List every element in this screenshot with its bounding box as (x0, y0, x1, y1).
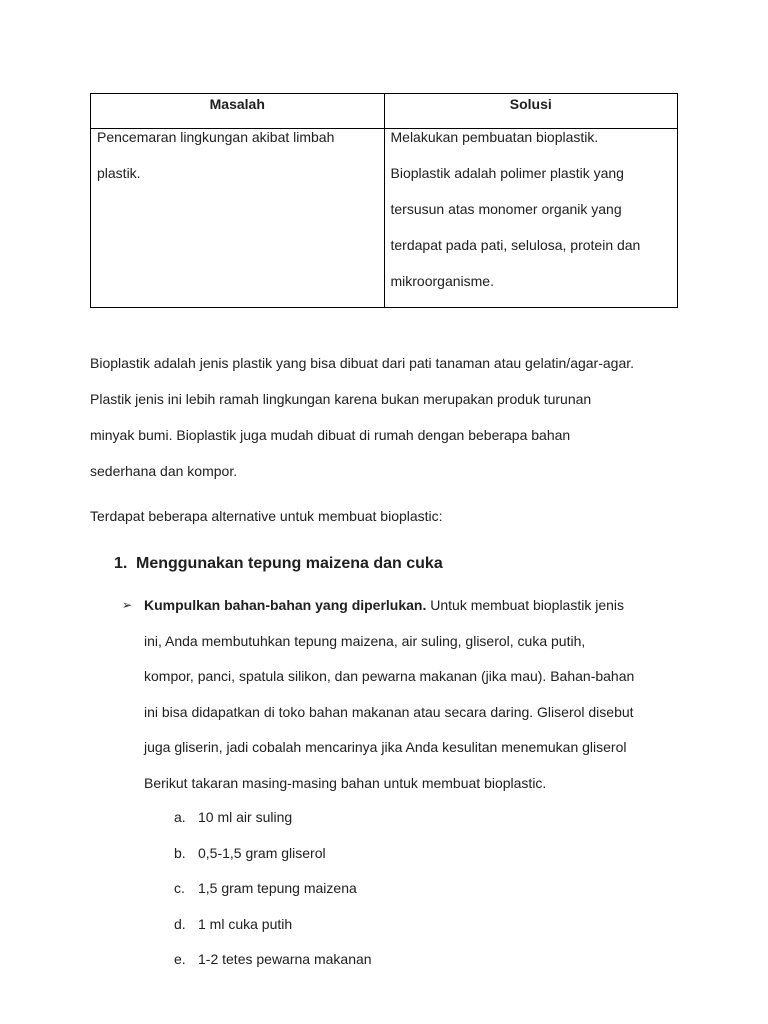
list-item (174, 871, 372, 907)
problem-line: Pencemaran lingkungan akibat limbah (97, 129, 335, 145)
intro-paragraph (90, 345, 690, 489)
list-letter: b. (174, 844, 186, 861)
list-item (174, 800, 372, 836)
paragraph-line: minyak bumi. Bioplastik juga mudah dibuat di rumah dengan beberapa bahan (90, 427, 571, 443)
solution-line: mikroorganisme. (390, 273, 494, 289)
list-item (174, 836, 372, 872)
bullet-first-line-rest: Untuk membuat bioplastik jenis (426, 597, 625, 613)
header-solusi: Solusi (384, 94, 678, 129)
solution-line: Melakukan pembuatan bioplastik. (390, 129, 599, 145)
list-item (174, 907, 372, 943)
list-letter: e. (174, 951, 186, 968)
solution-line: Bioplastik adalah polimer plastik yang (390, 165, 624, 181)
bullet-line: kompor, panci, spatula silikon, dan pewarna makanan (jika mau). Bahan-bahan (144, 668, 635, 684)
paragraph-line: Bioplastik adalah jenis plastik yang bisa dibuat dari pati tanaman atau gelatin/agar-agar. (90, 355, 635, 371)
bullet-first-line (144, 588, 684, 624)
solution-line: tersusun atas monomer organik yang (390, 201, 622, 217)
paragraph-line: Plastik jenis ini lebih ramah lingkungan karena bukan merupakan produk turunan (90, 391, 592, 407)
table-row (91, 129, 678, 308)
section-number: 1. (114, 555, 128, 572)
list-text: 0,5-1,5 gram gliserol (198, 844, 326, 861)
arrow-bullet-icon: ➢ (122, 598, 133, 612)
header-masalah: Masalah (91, 94, 385, 129)
list-text: 1-2 tetes pewarna makanan (198, 951, 372, 968)
list-letter: a. (174, 809, 186, 825)
bullet-line: Berikut takaran masing-masing bahan untuk membuat bioplastic. (144, 774, 547, 791)
problem-cell (91, 129, 385, 308)
list-item (174, 942, 372, 978)
solution-cell (384, 129, 678, 308)
paragraph-line: sederhana dan kompor. (90, 463, 238, 479)
list-letter: c. (174, 880, 185, 897)
list-letter: d. (174, 915, 186, 932)
alternatives-intro-text: Terdapat beberapa alternative untuk membuat bioplastic: (90, 508, 443, 524)
bullet-line: juga gliserin, jadi cobalah mencarinya jika Anda kesulitan menemukan gliserol (144, 739, 627, 755)
solution-line: terdapat pada pati, selulosa, protein dan (390, 237, 641, 253)
list-text: 10 ml air suling (198, 809, 293, 825)
bullet-line: ini, Anda membutuhkan tepung maizena, air suling, gliserol, cuka putih, (144, 632, 586, 649)
list-text: 1,5 gram tepung maizena (198, 880, 357, 897)
list-text: 1 ml cuka putih (198, 915, 293, 932)
problem-line: plastik. (97, 165, 141, 181)
bullet-line: ini bisa didapatkan di toko bahan makanan atau secara daring. Gliserol disebut (144, 703, 634, 720)
section-heading (114, 552, 443, 576)
section-title: Menggunakan tepung maizena dan cuka (136, 555, 443, 572)
alternatives-intro (90, 498, 690, 534)
problem-solution-table (90, 93, 678, 308)
ingredient-list (174, 800, 372, 978)
bullet-bold-lead: Kumpulkan bahan-bahan yang diperlukan. (144, 597, 427, 613)
